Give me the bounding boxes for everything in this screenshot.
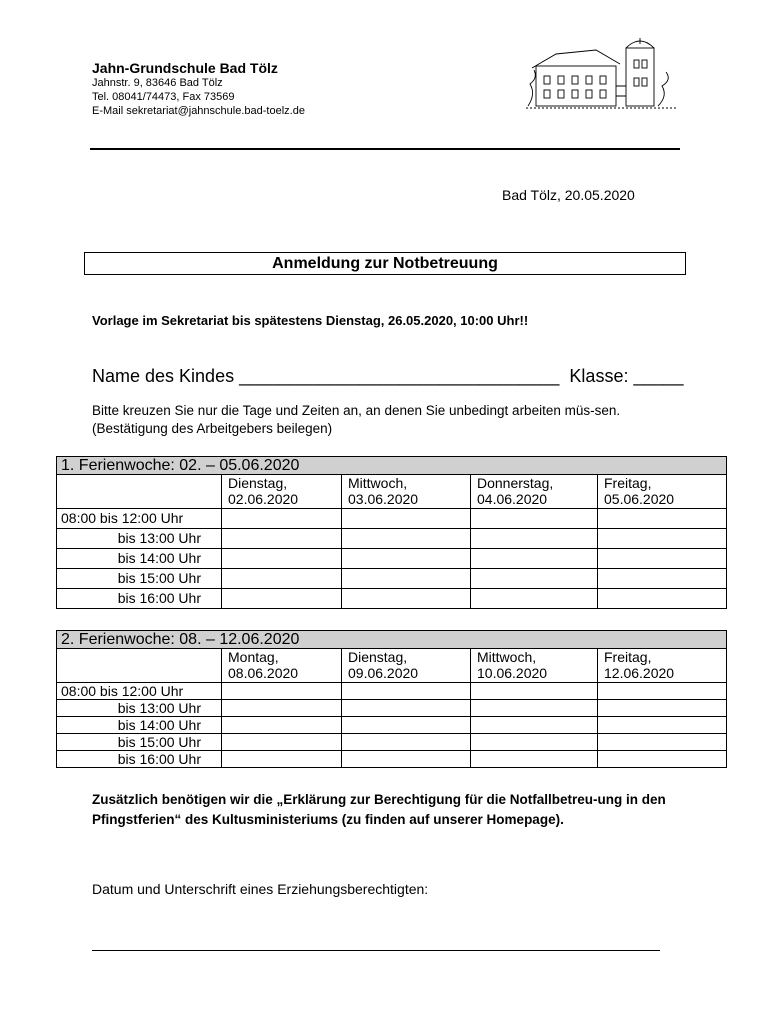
time-slot-label: 08:00 bis 12:00 Uhr xyxy=(57,509,222,529)
day-header: Mittwoch, 03.06.2020 xyxy=(342,475,471,509)
day-header: Dienstag, 02.06.2020 xyxy=(222,475,342,509)
checkbox-cell[interactable] xyxy=(471,717,598,734)
checkbox-cell[interactable] xyxy=(598,751,727,768)
time-slot-label: bis 13:00 Uhr xyxy=(57,700,222,717)
checkbox-cell[interactable] xyxy=(222,717,342,734)
child-name-class-field[interactable]: Name des Kindes ________________________________ Klasse: _____ xyxy=(92,366,684,386)
checkbox-cell[interactable] xyxy=(471,700,598,717)
checkbox-cell[interactable] xyxy=(222,683,342,700)
checkbox-cell[interactable] xyxy=(342,549,471,569)
additional-requirement-note: Zusätzlich benötigen wir die „Erklärung zur Berechtigung für die Notfallbetreu-ung in den Pfingstferien“ des Kultusministeriums (zu finden auf unserer Homepage). xyxy=(92,792,666,827)
checkbox-cell[interactable] xyxy=(598,683,727,700)
corner-cell xyxy=(57,475,222,509)
time-slot-label: bis 16:00 Uhr xyxy=(57,589,222,609)
time-slot-label: bis 16:00 Uhr xyxy=(57,751,222,768)
corner-cell xyxy=(57,649,222,683)
instructions-text: Bitte kreuzen Sie nur die Tage und Zeiten an, an denen Sie unbedingt arbeiten müs-sen. (Bestätigung des Arbeitgebers beilegen) xyxy=(92,403,621,436)
week-2-table xyxy=(56,630,727,768)
checkbox-cell[interactable] xyxy=(342,529,471,549)
checkbox-cell[interactable] xyxy=(598,717,727,734)
checkbox-cell[interactable] xyxy=(598,569,727,589)
day-header: Dienstag, 09.06.2020 xyxy=(342,649,471,683)
checkbox-cell[interactable] xyxy=(342,589,471,609)
checkbox-cell[interactable] xyxy=(222,509,342,529)
checkbox-cell[interactable] xyxy=(342,569,471,589)
checkbox-cell[interactable] xyxy=(598,549,727,569)
time-slot-label: bis 15:00 Uhr xyxy=(57,569,222,589)
checkbox-cell[interactable] xyxy=(222,700,342,717)
school-address: Jahnstr. 9, 83646 Bad Tölz xyxy=(92,77,223,89)
checkbox-cell[interactable] xyxy=(471,529,598,549)
checkbox-cell[interactable] xyxy=(342,717,471,734)
document-date: Bad Tölz, 20.05.2020 xyxy=(502,187,635,203)
signature-label: Datum und Unterschrift eines Erziehungsberechtigten: xyxy=(92,881,429,897)
school-phone: Tel. 08041/74473, Fax 73569 xyxy=(92,91,235,103)
header-divider xyxy=(90,148,680,150)
time-slot-label: bis 14:00 Uhr xyxy=(57,717,222,734)
time-slot-label: bis 14:00 Uhr xyxy=(57,549,222,569)
week-1-title: 1. Ferienwoche: 02. – 05.06.2020 xyxy=(57,457,727,475)
time-slot-label: bis 13:00 Uhr xyxy=(57,529,222,549)
checkbox-cell[interactable] xyxy=(471,589,598,609)
checkbox-cell[interactable] xyxy=(471,509,598,529)
checkbox-cell[interactable] xyxy=(222,751,342,768)
checkbox-cell[interactable] xyxy=(598,589,727,609)
week-1-table xyxy=(56,456,727,609)
checkbox-cell[interactable] xyxy=(598,529,727,549)
checkbox-cell[interactable] xyxy=(222,734,342,751)
checkbox-cell[interactable] xyxy=(342,683,471,700)
week-2-title: 2. Ferienwoche: 08. – 12.06.2020 xyxy=(57,631,727,649)
checkbox-cell[interactable] xyxy=(471,734,598,751)
checkbox-cell[interactable] xyxy=(342,509,471,529)
submission-deadline: Vorlage im Sekretariat bis spätestens Dienstag, 26.05.2020, 10:00 Uhr!! xyxy=(92,313,529,328)
checkbox-cell[interactable] xyxy=(471,569,598,589)
checkbox-cell[interactable] xyxy=(471,549,598,569)
checkbox-cell[interactable] xyxy=(222,549,342,569)
signature-line[interactable] xyxy=(92,950,660,951)
checkbox-cell[interactable] xyxy=(598,734,727,751)
checkbox-cell[interactable] xyxy=(471,751,598,768)
school-email: E-Mail sekretariat@jahnschule.bad-toelz.de xyxy=(92,105,305,117)
checkbox-cell[interactable] xyxy=(222,589,342,609)
day-header: Mittwoch, 10.06.2020 xyxy=(471,649,598,683)
day-header: Freitag, 05.06.2020 xyxy=(598,475,727,509)
checkbox-cell[interactable] xyxy=(342,700,471,717)
day-header: Donnerstag, 04.06.2020 xyxy=(471,475,598,509)
checkbox-cell[interactable] xyxy=(222,569,342,589)
checkbox-cell[interactable] xyxy=(598,700,727,717)
checkbox-cell[interactable] xyxy=(471,683,598,700)
checkbox-cell[interactable] xyxy=(222,529,342,549)
school-building-sketch-icon xyxy=(526,36,676,116)
checkbox-cell[interactable] xyxy=(598,509,727,529)
document-title: Anmeldung zur Notbetreuung xyxy=(84,252,686,275)
checkbox-cell[interactable] xyxy=(342,734,471,751)
school-name: Jahn-Grundschule Bad Tölz xyxy=(92,60,278,76)
time-slot-label: bis 15:00 Uhr xyxy=(57,734,222,751)
day-header: Montag, 08.06.2020 xyxy=(222,649,342,683)
time-slot-label: 08:00 bis 12:00 Uhr xyxy=(57,683,222,700)
day-header: Freitag, 12.06.2020 xyxy=(598,649,727,683)
checkbox-cell[interactable] xyxy=(342,751,471,768)
